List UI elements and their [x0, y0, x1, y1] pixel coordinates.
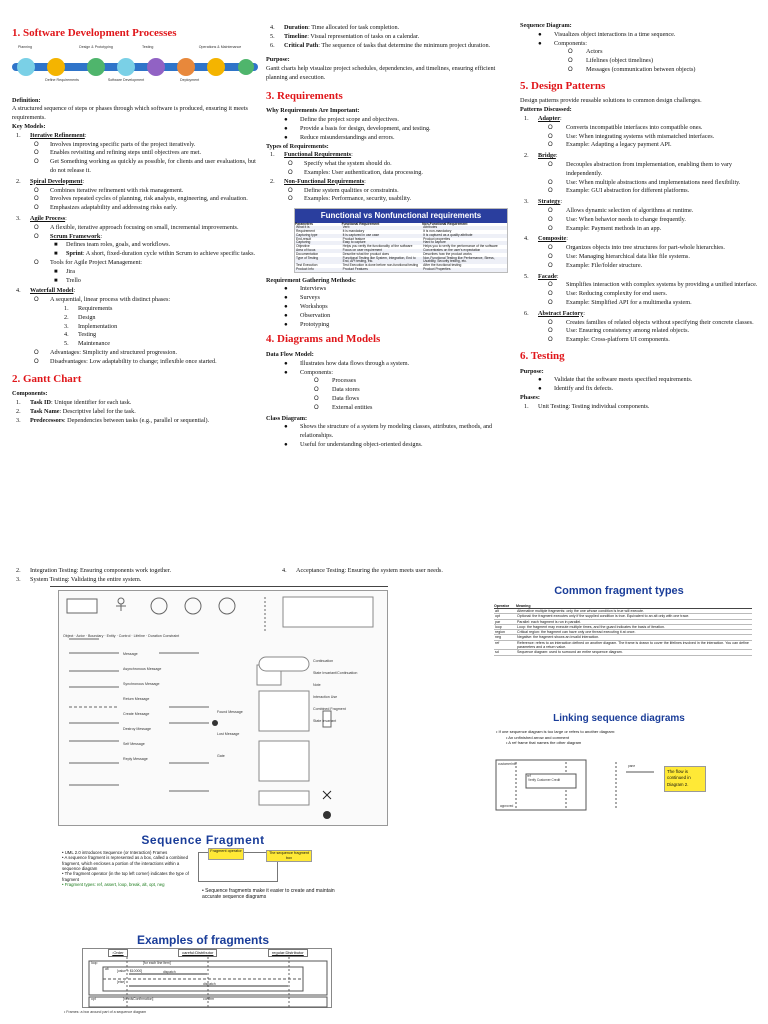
sdlc-label-development: Software Development	[107, 77, 145, 82]
table-cell: Documentation	[296, 251, 319, 256]
class-diagram-label: Class Diagram:	[266, 414, 308, 422]
table-cell: alt	[494, 608, 516, 613]
func-vs-nonfunc-table	[295, 223, 507, 272]
seq-component: O Lifelines (object timelines)	[568, 57, 654, 65]
model-point: O Disadvantages: Low adaptability to change; inflexible once started.	[34, 357, 217, 365]
pattern-point: O Creates families of related objects without specifying their concrete classes.	[548, 318, 754, 326]
linking-graphic	[486, 742, 752, 812]
model-point: O Involves repeated cycles of planning, risk analysis, engineering, and evaluation.	[34, 195, 248, 203]
testing-phase: 4. Acceptance Testing: Ensuring the system meets user needs.	[282, 567, 443, 574]
table-cell: Capturing type	[296, 232, 318, 237]
fragment-examples-figure	[58, 932, 348, 1018]
waterfall-phase: 5. Maintenance	[64, 340, 110, 348]
sdlc-top-labels	[12, 45, 258, 55]
gather-item: ● Workshops	[284, 303, 328, 311]
sdlc-label-operations: Operations & Maintenance	[198, 44, 242, 49]
fragment-types-title: Common fragment types	[554, 585, 684, 597]
column-3	[520, 22, 762, 412]
linking-sub: • An unfinished arrow and comment	[506, 734, 569, 740]
req-type: 1. Functional Requirements:	[270, 151, 353, 159]
table-cell: Optional: the fragment executes only if the supplied condition is true. Equivalent to an alt only with one trace.	[516, 614, 752, 619]
dfm-component: O Data stores	[314, 386, 360, 394]
table-cell: Describes how the product works	[423, 251, 472, 256]
linking-label: Verify Customer Credit	[528, 778, 561, 782]
uml-notation-right-labels: Continuation State Invariant/Continuation Note Interaction Use Combined Fragment State Invariant	[313, 659, 358, 723]
gantt-component: 3. Predecessors: Dependencies between tasks (e.g., parallel or sequential).	[16, 416, 210, 424]
table-cell: Attributes	[423, 225, 438, 230]
pattern-point: O Example: GUI abstraction for different platforms.	[548, 187, 690, 195]
gantt-component: 1. Task ID: Unique identifier for each task.	[16, 398, 132, 406]
uml-notation-figure	[58, 590, 388, 826]
func-vs-nonfunc-body	[295, 226, 507, 271]
table-cell: Product feature	[342, 236, 366, 241]
table-header: Non-Functional Requirement	[422, 221, 468, 226]
scrum-point: ■ Defines team roles, goals, and workflows.	[54, 241, 171, 249]
table-cell: Alternative multiple fragments: only the one whose condition is true will execute.	[516, 608, 752, 613]
frag-example-label: loop	[91, 961, 98, 965]
table-cell: Negative: the fragment shows an invalid interaction.	[516, 635, 752, 640]
gather-item: ● Interviews	[284, 285, 327, 293]
frag-example-label: dispatch	[203, 982, 216, 986]
gather-item: ● Observation	[284, 311, 331, 319]
why-item: ● Reduce misunderstandings and errors.	[284, 133, 395, 141]
class-item: ● Useful for understanding object-oriented designs.	[284, 441, 423, 449]
linking-title: Linking sequence diagrams	[553, 713, 685, 724]
dfm-component: O Data flows	[314, 395, 359, 403]
pattern-item: 6. Abstract Factory:	[524, 309, 585, 317]
why-item: ● Define the project scope and objectives.	[284, 116, 399, 124]
testing-phase: 2. Integration Testing: Ensuring components work together.	[16, 567, 172, 574]
table-cell: opt	[494, 614, 516, 619]
model-iterative: 1. Iterative Refinement:	[16, 131, 87, 139]
table-cell: Objective	[296, 244, 310, 249]
table-cell: Reference: refers to an interaction defined on another diagram. The frame is drawn to cover the lifelines involved in the interaction. You can define parameters and a return value.	[516, 640, 752, 650]
fragment-types-figure	[486, 584, 752, 688]
pattern-point: O Converts incompatible interfaces into compatible ones.	[548, 123, 703, 131]
table-cell: Describe what the product does	[342, 251, 389, 256]
column-1	[12, 22, 258, 425]
table-cell: Verb	[342, 225, 350, 230]
pattern-point: O Use: Reducing complexity for end users.	[548, 290, 668, 298]
pattern-point: O Use: When behavior needs to change frequently.	[548, 215, 686, 223]
table-cell: Helps you to verify the performance of the software	[423, 244, 498, 249]
frag-example-object: :Order	[108, 949, 127, 957]
pattern-item: 3. Strategy:	[524, 198, 563, 206]
table-header: Operator	[494, 604, 516, 609]
frag-example-label: alt	[105, 967, 109, 971]
req-type: 2. Non-Functional Requirements:	[270, 177, 366, 185]
testing-phases-label: Phases:	[520, 393, 540, 401]
section-title-gantt: 2. Gantt Chart	[12, 372, 82, 385]
pattern-item: 2. Bridge:	[524, 152, 558, 160]
uml-notation-msg-labels: Message Asynchronous Message Synchronous Message Return Message Create Message Destroy Message Self Message Reply Message	[123, 652, 162, 761]
testing-purpose-label: Purpose:	[520, 367, 544, 375]
dfm-item: ● Components:	[284, 368, 334, 376]
seq-frag-bullets	[62, 850, 196, 888]
pattern-point: O Use: When integrating systems with mismatched interfaces.	[548, 132, 715, 140]
seq-item: ● Components:	[538, 39, 588, 47]
testing-purpose-item: ● Validate that the software meets specified requirements.	[538, 376, 693, 384]
frag-examples-footer: • Frames: a box around part of a sequence diagram	[64, 1010, 147, 1014]
frag-example-label: [else]	[117, 980, 126, 984]
table-cell: It is mandatory	[342, 229, 365, 234]
dfm-component: O Processes	[314, 377, 357, 385]
linking-bullet: • If one sequence diagram is too large or refers to another diagram:	[496, 729, 616, 735]
model-point: O Emphasizes adaptability and addressing risks early.	[34, 204, 178, 212]
table-cell: Product Properties	[423, 266, 451, 271]
table-cell: Product Info	[296, 266, 314, 271]
gather-label: Requirement Gathering Methods:	[266, 276, 356, 284]
divider	[50, 586, 388, 587]
linking-sub: • A ref frame that names the other diagram	[506, 740, 582, 746]
frag-example-object: regular:Distributor	[268, 949, 308, 957]
frag-examples-diagram	[82, 948, 332, 1008]
model-point: O Enables revisiting and refining steps until objectives are met.	[34, 149, 202, 157]
table-row	[494, 650, 752, 655]
table-header: Parameters	[295, 221, 313, 226]
table-cell: What it is	[296, 225, 310, 230]
table-cell: loop	[494, 624, 516, 629]
req-type-point: O Specify what the system should do.	[288, 160, 392, 168]
table-cell: Product Features	[342, 266, 368, 271]
pattern-point: O Example: Cross-platform UI components.	[548, 336, 670, 344]
fragment-types-table	[494, 604, 752, 656]
sdlc-label-planning: Planning	[18, 44, 32, 49]
why-req-label: Why Requirements Are Important:	[266, 107, 360, 115]
testing-phase: 3. System Testing: Validating the entire system.	[16, 576, 142, 583]
key-models-label: Key Models:	[12, 123, 46, 130]
table-cell: Hard to capture	[423, 240, 446, 245]
column-2	[266, 24, 514, 450]
pattern-item: 1. Adapter:	[524, 114, 562, 122]
model-point: O Get Something working as quickly as possible, for clients and user evaluations, but do not release it.	[34, 158, 256, 174]
frag-example-label: [value > $10000]	[117, 969, 143, 973]
model-point: O A flexible, iterative approach focusing on small, incremental improvements.	[34, 223, 239, 231]
table-header: Meaning	[516, 604, 752, 609]
seq-diagram-label: Sequence Diagram:	[520, 22, 572, 29]
pattern-item: 4. Composite:	[524, 235, 568, 243]
model-point: O Combines iterative refinement with risk management.	[34, 186, 184, 194]
linking-figure	[486, 712, 752, 826]
waterfall-phase: 2. Design	[64, 313, 96, 321]
table-cell: Concentrates on the user's expectation	[423, 247, 481, 252]
table-cell: It is captured in use case	[342, 232, 380, 237]
class-item: ● Shows the structure of a system by modeling classes, attributes, methods, and relationships.	[284, 423, 493, 440]
types-req-label: Types of Requirements:	[266, 142, 329, 150]
pattern-point: O Decouples abstraction from implementation, enabling them to vary independently.	[548, 160, 732, 177]
gather-item: ● Prototyping	[284, 320, 330, 328]
tool-item: ■ Jira	[54, 267, 75, 275]
gantt-components-label: Components:	[12, 390, 48, 398]
frag-example-label: [needsConfirmation]	[123, 997, 154, 1001]
func-vs-nonfunc-figure	[294, 208, 508, 273]
frag-example-object: careful:Distributor	[178, 949, 217, 957]
seq-component: O Messages (communication between objects)	[568, 65, 696, 73]
table-cell: region	[494, 630, 516, 635]
req-type-point: O Examples: Performance, security, usability.	[288, 195, 412, 203]
seq-frag-title: Sequence Fragment	[141, 833, 265, 847]
table-cell: par	[494, 619, 516, 624]
seq-component: O Actors	[568, 48, 603, 56]
frag-examples-title: Examples of fragments	[136, 933, 270, 947]
table-cell: Requirement	[296, 229, 315, 234]
sprint-point: ■ Sprint: A short, fixed-duration cycle within Scrum to achieve specific tasks.	[54, 250, 256, 258]
fragment-types-body	[494, 608, 752, 655]
pattern-point: O Allows dynamic selection of algorithms at runtime.	[548, 206, 694, 214]
pattern-point: O Example: Payment methods in an app.	[548, 224, 662, 232]
pattern-point: O Example: File/folder structure.	[548, 261, 643, 269]
pattern-point: O Use: When multiple abstractions and implementations need flexibility.	[548, 178, 741, 186]
gantt-component: 2. Task Name: Descriptive label for the task.	[16, 407, 136, 415]
gather-item: ● Surveys	[284, 294, 320, 302]
model-point: O A sequential, linear process with distinct phases:	[34, 296, 171, 304]
frag-example-label: opt	[91, 997, 96, 1001]
table-cell: Area of focus	[296, 247, 316, 252]
linking-label: pane	[628, 764, 636, 768]
table-cell: Helps you verify the functionality of the software	[342, 244, 413, 249]
seq-frag-right-bullet: • Sequence fragments make it easier to create and maintain accurate sequence diagrams	[202, 888, 335, 900]
gantt-component: 4. Duration: Time allocated for task completion.	[270, 24, 400, 31]
definition-text: A structured sequence of steps or phases through which software is produced, ensuring it meets requirements.	[12, 105, 248, 122]
sdlc-label-design: Design & Prototyping	[79, 44, 113, 49]
model-spiral: 2. Spiral Development:	[16, 177, 85, 185]
dfm-item: ● Illustrates how data flows through a system.	[284, 359, 410, 367]
table-cell: End-result	[296, 236, 312, 241]
table-cell: Sequence diagram: used to surround an entire sequence diagram.	[516, 650, 752, 655]
table-row	[494, 640, 752, 650]
waterfall-phase: 4. Testing	[64, 331, 97, 339]
linking-label: ref	[527, 774, 531, 778]
testing-purpose-item: ● Identify and fix defects.	[538, 385, 614, 393]
seq-frag-callout-box: The sequence fragment box	[266, 850, 312, 862]
model-point: O Advantages: Simplicity and structured progression.	[34, 348, 177, 356]
table-row	[295, 268, 507, 272]
seq-frag-callout-operator: Fragment operator	[208, 848, 244, 860]
table-cell: sd	[494, 650, 516, 655]
func-vs-nonfunc-title: Functional vs Nonfunctional requirements	[295, 209, 507, 222]
linking-label: approved	[500, 804, 514, 808]
req-type-point: O Examples: User authentication, data processing.	[288, 168, 423, 176]
pattern-point: O Use: Managing hierarchical data like file systems.	[548, 252, 690, 260]
table-cell: After the functional testing	[423, 263, 462, 268]
section-title-diagrams: 4. Diagrams and Models	[266, 333, 381, 346]
table-cell: Type of Testing	[296, 255, 319, 260]
table-cell: Test Execution is done before non-functional testing	[342, 263, 419, 268]
table-cell: neg	[494, 635, 516, 640]
seq-frag-bullet: • UML 2.0 introduces Sequence (or Interaction) Frames	[62, 850, 168, 855]
section-title-requirements: 3. Requirements	[266, 89, 343, 102]
patterns-discussed-label: Patterns Discussed:	[520, 106, 572, 114]
uml-notation-labels: Object · Actor · Boundary · Entity · Control · Lifeline · Duration Constraint	[63, 634, 180, 638]
model-waterfall: 4. Waterfall Model:	[16, 287, 76, 295]
gantt-component: 6. Critical Path: The sequence of tasks that determine the minimum project duration.	[270, 41, 491, 49]
frag-example-label: [for each line item]	[143, 961, 171, 965]
definition-label: Definition:	[12, 96, 41, 104]
model-point: O Tools for Agile Project Management:	[34, 258, 143, 266]
sdlc-label-define: Define Requirements	[45, 77, 79, 82]
pattern-item: 5. Facade:	[524, 272, 559, 280]
seq-frag-bullet: • The fragment operator (in the top left corner) indicates the type of fragment	[62, 871, 189, 882]
sdlc-diagram	[12, 45, 258, 93]
tool-item: ■ Trello	[54, 276, 81, 284]
pattern-point: O Example: Adapting a legacy payment API.	[548, 141, 672, 149]
table-cell: Non-Functional Testing like Performance, Stress, Usability, Security testing, etc.	[423, 255, 495, 264]
table-cell: Critical region: the fragment can have only one thread executing it at once.	[516, 630, 752, 635]
dfm-label: Data Flow Model:	[266, 351, 314, 359]
gantt-purpose-text: Gantt charts help visualize project schedules, dependencies, and timelines, ensuring efficient planning and execution.	[266, 65, 496, 81]
frag-example-label: dispatch	[163, 970, 176, 974]
pattern-point: O Example: Simplified API for a multimedia system.	[548, 298, 692, 306]
linking-label: customerInfo	[498, 762, 517, 766]
table-cell: It is captured as a quality attribute	[423, 232, 473, 237]
seq-frag-bullet: • A sequence fragment is represented as a box, called a combined fragment, which encloses a portion of the interactions within a sequence diagram	[62, 855, 188, 872]
seq-item: ● Visualizes object interactions in a time sequence.	[538, 30, 676, 38]
gantt-purpose-label: Purpose:	[266, 56, 290, 64]
table-header: Functional Requirement	[341, 221, 380, 226]
pattern-point: O Simplifies interaction with complex systems by providing a unified interface.	[548, 281, 758, 289]
sdlc-bottom-labels	[12, 78, 258, 90]
table-cell: It is non-mandatory	[423, 229, 452, 234]
seq-frag-bullet: • Fragment types: ref, assert, loop, break, alt, opt, neg	[62, 882, 165, 888]
frag-example-label: confirm	[203, 997, 215, 1001]
model-point: O Involves improving specific parts of the project iteratively.	[34, 140, 196, 148]
linking-note: The flow is continued in Diagram 2.	[664, 766, 706, 792]
section-title-testing: 6. Testing	[520, 349, 565, 362]
table-cell: Product properties	[423, 236, 451, 241]
why-item: ● Provide a basis for design, development, and testing.	[284, 124, 431, 132]
table-cell: Easy to capture	[342, 240, 366, 245]
table-cell: Parallel: each fragment is run in parallel.	[516, 619, 752, 624]
testing-phase: 1. Unit Testing: Testing individual components.	[524, 402, 650, 410]
model-agile: 3. Agile Process:	[16, 214, 67, 222]
sdlc-label-testing: Testing	[142, 44, 154, 49]
gantt-component: 5. Timeline: Visual representation of tasks on a calendar.	[270, 32, 420, 40]
waterfall-phase: 3. Implementation	[64, 322, 118, 330]
section-title-software-development: 1. Software Development Processes	[12, 27, 177, 39]
waterfall-phase: 1. Requirements	[64, 304, 113, 312]
pattern-point: O Use: Ensuring consistency among related objects.	[548, 327, 690, 335]
model-point: O Scrum Framework:	[34, 232, 103, 240]
pattern-point: O Organizes objects into tree structures for part-whole hierarchies.	[548, 244, 725, 252]
sequence-fragment-figure	[58, 832, 348, 930]
table-cell: Capturing	[296, 240, 311, 245]
req-type-point: O Define system qualities or constraints.	[288, 186, 399, 194]
section-title-design-patterns: 5. Design Patterns	[520, 79, 606, 92]
patterns-list	[520, 115, 762, 345]
table-cell: Functional Testing like System, Integration, End to End, API testing, etc.	[342, 255, 416, 264]
uml-notation-found-lost: Found Message Lost Message Gate	[217, 710, 243, 758]
sdlc-label-deployment: Deployment	[180, 77, 200, 82]
table-cell: Test Execution	[296, 263, 318, 268]
dfm-component: O External entities	[314, 403, 373, 411]
table-cell: Focus on user requirement	[342, 247, 383, 252]
table-cell: Loop: the fragment may execute multiple times, and the guard indicates the basis of iteration.	[516, 624, 752, 629]
table-cell: ref	[494, 640, 516, 650]
patterns-intro: Design patterns provide reusable solutions to common design challenges.	[520, 97, 702, 105]
